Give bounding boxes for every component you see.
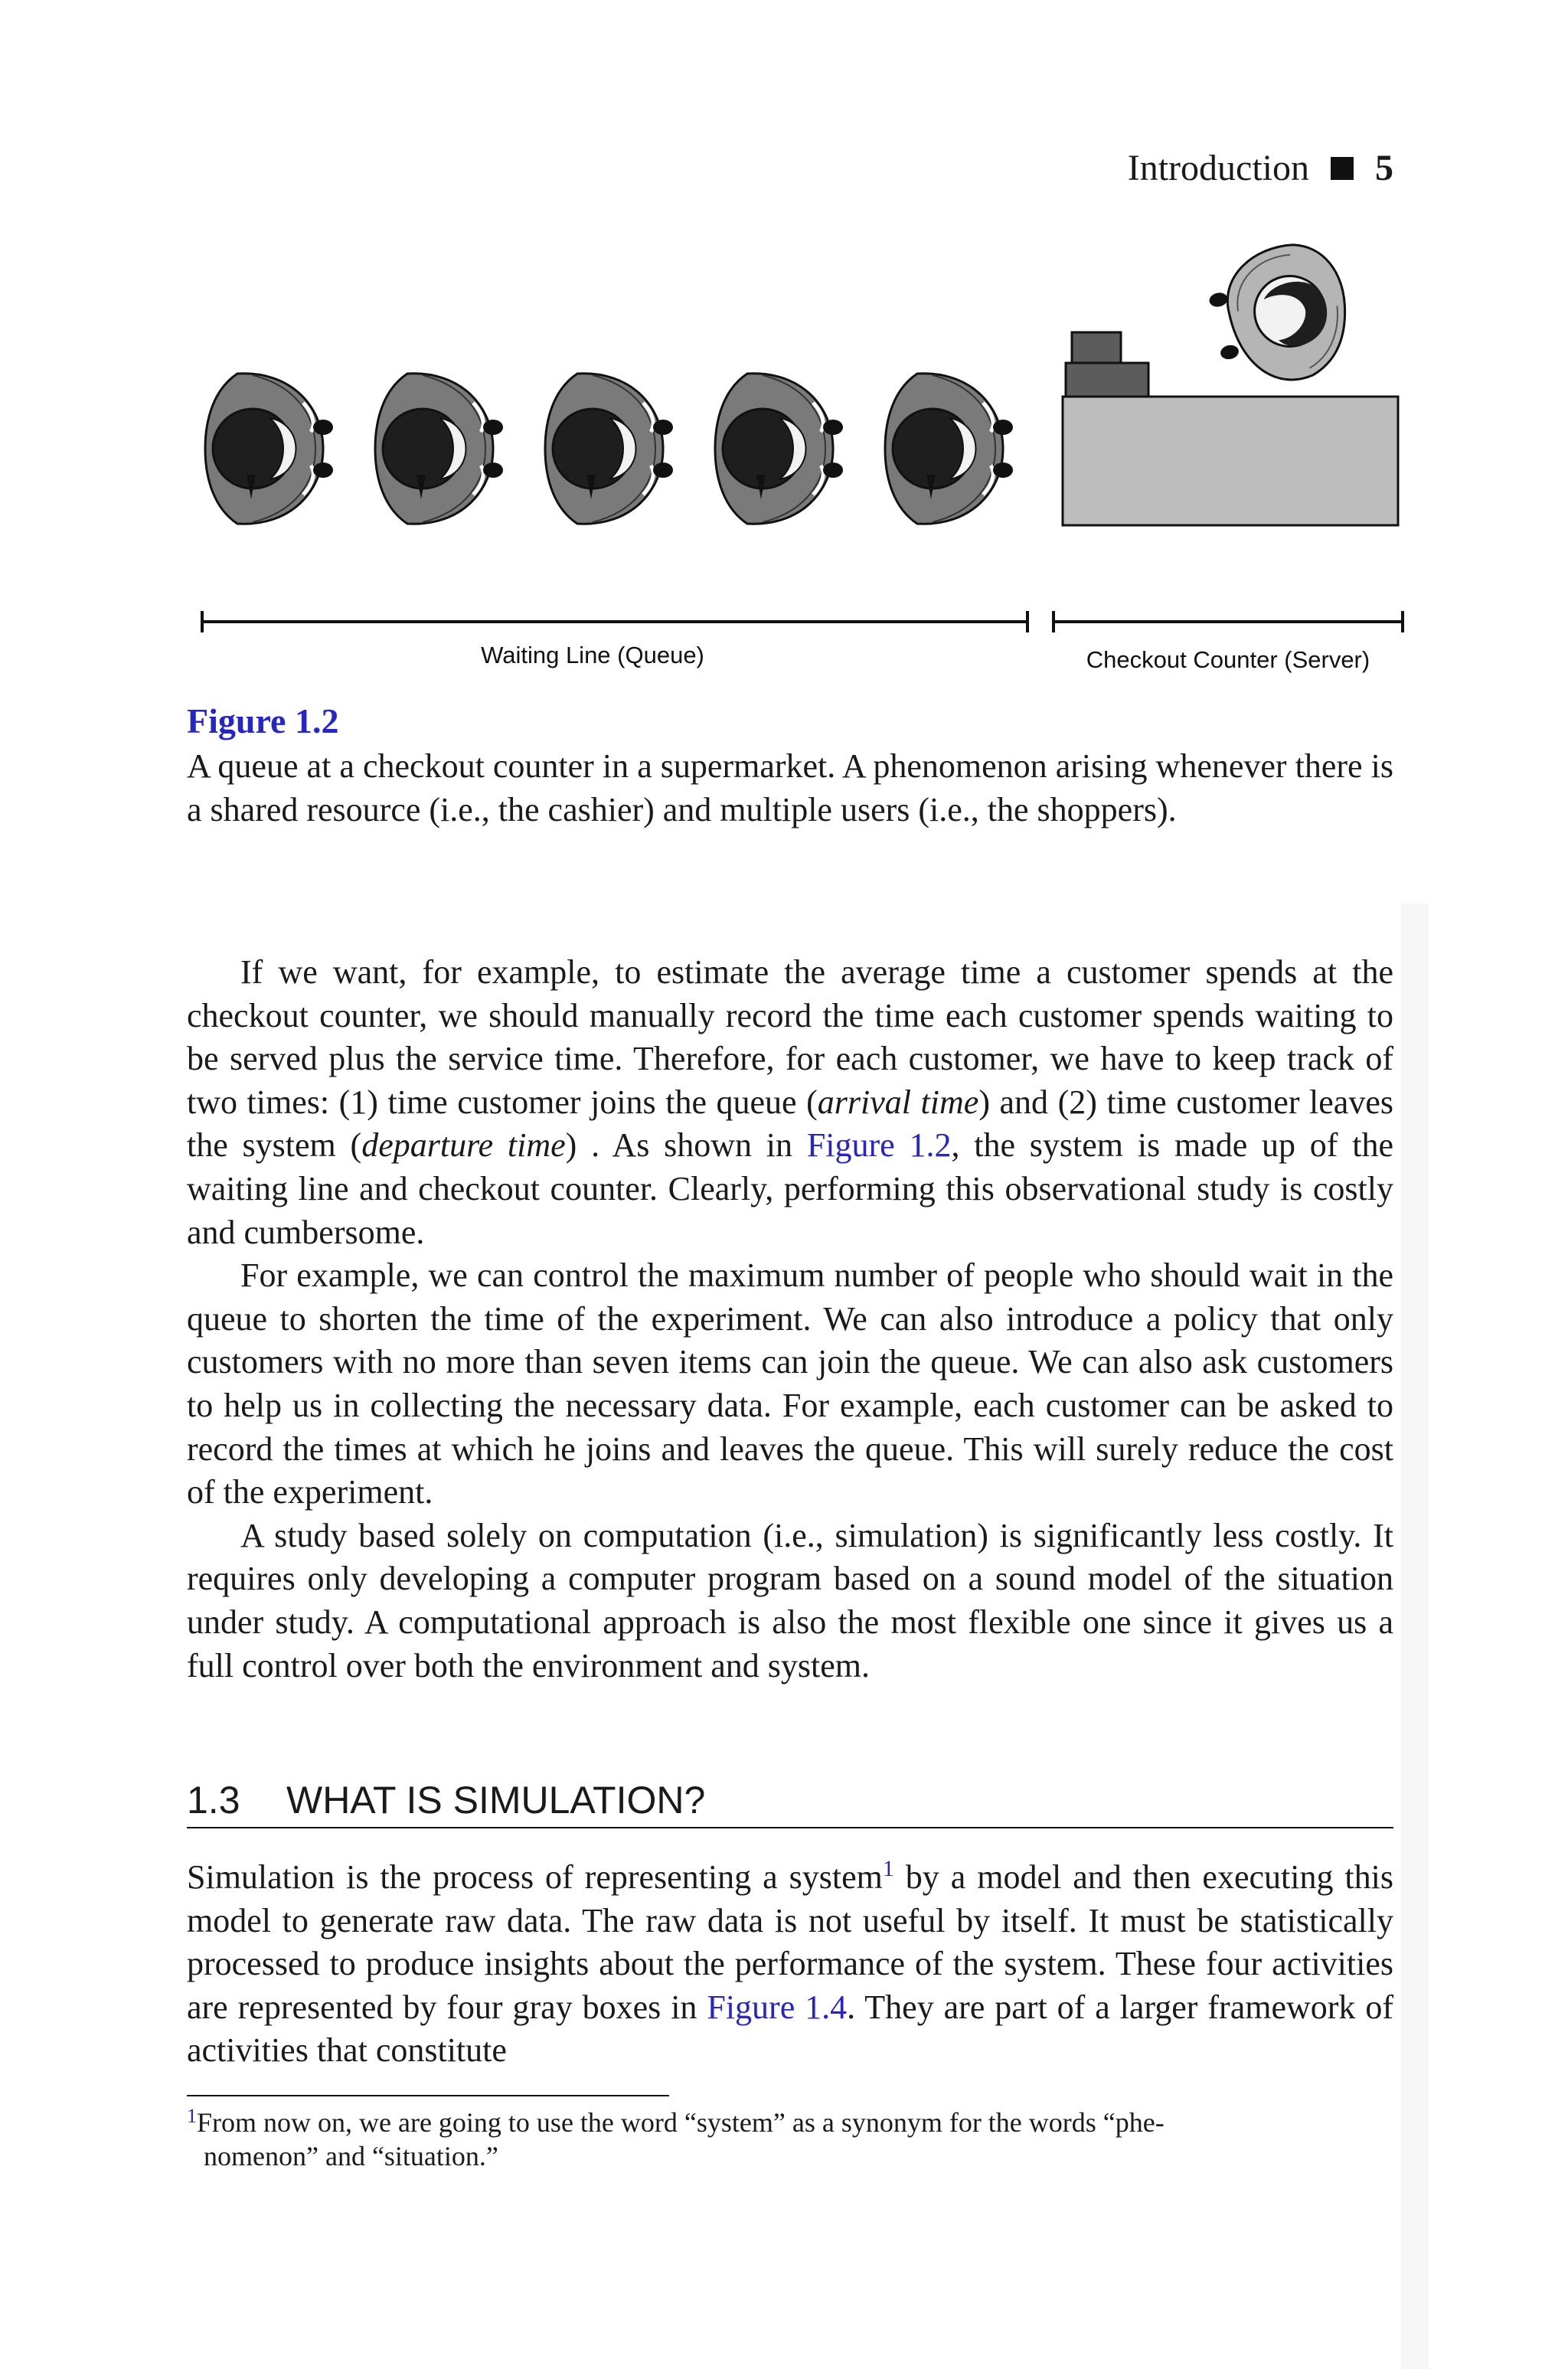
register-base [1066, 363, 1148, 397]
checkout-counter [1063, 397, 1398, 525]
server-label: Checkout Counter (Server) [1086, 646, 1370, 673]
section-title: WHAT IS SIMULATION? [286, 1779, 706, 1822]
footnote-1-link[interactable]: 1 [882, 1856, 894, 1881]
register-top [1072, 332, 1121, 363]
queue-label: Waiting Line (Queue) [481, 642, 704, 668]
page-number: 5 [1375, 148, 1393, 188]
figure-caption: A queue at a checkout counter in a supermarket. A phenomenon arising whenever there is a shared resource (i.e., the cashier) and multiple users (i.e., the shoppers). [187, 747, 1393, 828]
paragraph-1: If we want, for example, to estimate the average time a customer spends at the checkout counter, we should manually record the time each customer spends waiting to be served plus the service time. Therefore, for each customer, we have to keep track of two times: (1) time customer joins the queue (arrival time) and (2) time customer leaves the system (departure time) . As shown in Figure 1.2, the system is made up of the waiting line and checkout counter. Clearly, performing this observational study is costly and cumbersome. [187, 953, 1393, 1251]
footnote-rule [187, 2095, 669, 2096]
figure-label[interactable]: Figure 1.2 [187, 701, 339, 740]
figure-1-4-link[interactable]: Figure 1.4 [707, 1988, 848, 2026]
body-text [187, 951, 1393, 1688]
figure-illustration [0, 0, 1568, 689]
section-heading [187, 1775, 1393, 1828]
section-number: 1.3 [187, 1779, 240, 1822]
paragraph-3: A study based solely on computation (i.e., simulation) is significantly less costly. It requires only developing a computer program based on a sound model of the situation under study. A computational approach is also the most flexible one since it gives us a full control over both the environment and system. [187, 1516, 1393, 1684]
footnote-line-1: From now on, we are going to use the word “system” as a synonym for the words “phe- [197, 2107, 1165, 2138]
footnote-line-2: nomenon” and “situation.” [204, 2141, 498, 2171]
footnote-mark: 1 [187, 2105, 197, 2127]
section-body [187, 1856, 1393, 2073]
running-head-section: Introduction [1127, 148, 1309, 188]
paragraph-2: For example, we can control the maximum number of people who should wait in the queue to shorten the time of the experiment. We can also introduce a policy that only customers with no more than seven items can join the queue. We can also ask customers to help us in collecting the necessary data. For example, each customer can be asked to record the times at which he joins and leaves the queue. This will surely reduce the cost of the experiment. [187, 1256, 1393, 1511]
figure-1-2-link[interactable]: Figure 1.2 [806, 1126, 952, 1165]
paragraph-4: Simulation is the process of representing a system$^1$ by a model and then executing this model to generate raw data. The raw data is not useful by itself. It must be statistically processed to produce insights about the performance of the system. These four activities are represented by four gray boxes in Figure 1.4. They are part of a larger framework of activities that constitute [187, 1856, 1393, 2070]
footnote [187, 2106, 1393, 2173]
cashier [1201, 236, 1359, 394]
